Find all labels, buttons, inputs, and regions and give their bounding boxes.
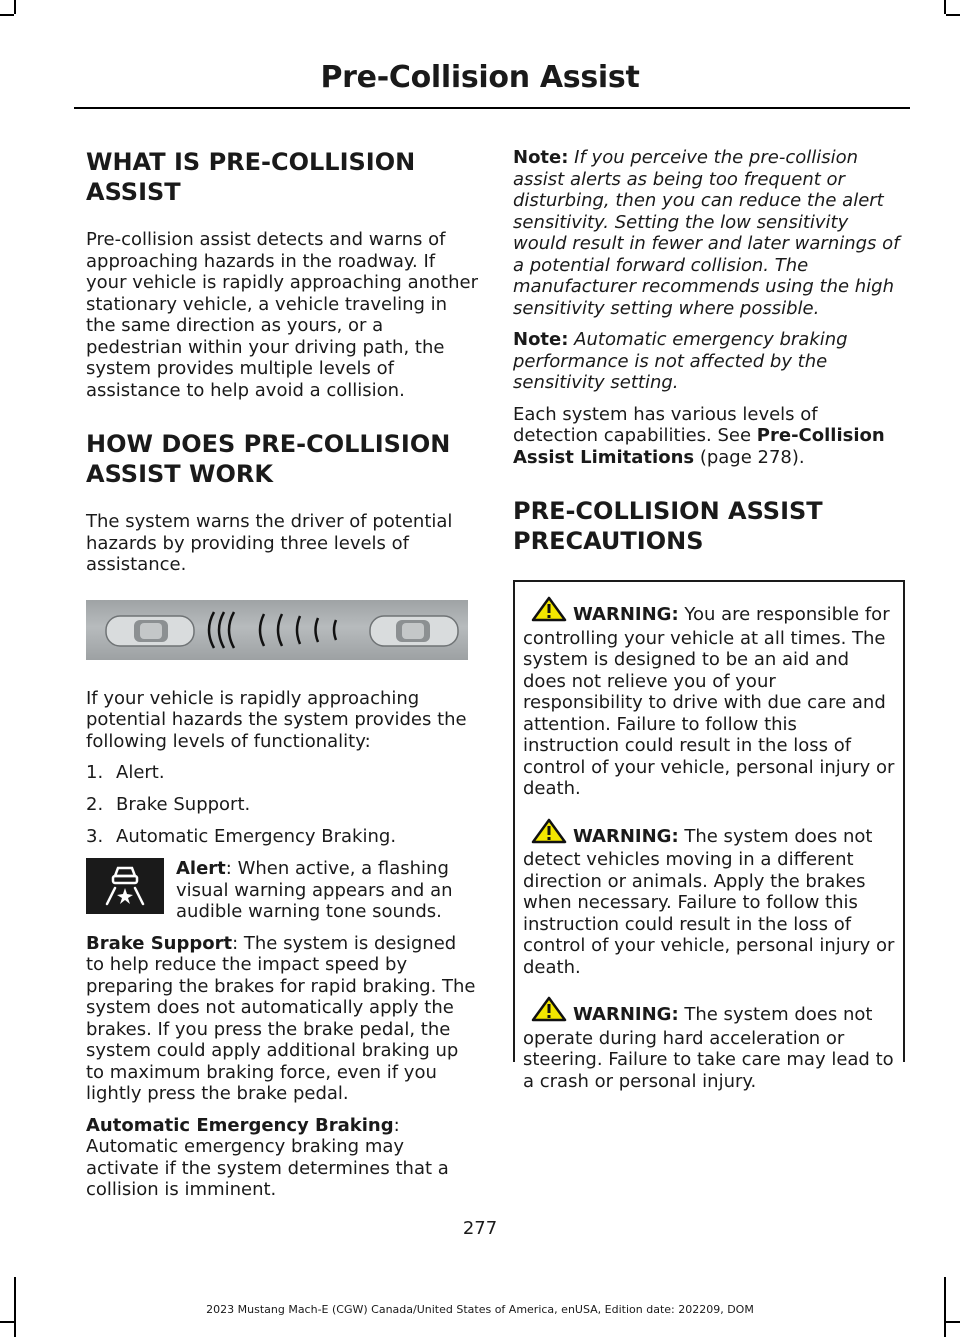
page-header-title: Pre-Collision Assist: [320, 60, 640, 95]
brake-support-text: Brake Support: The system is designed to help reduce the impact speed by preparing the brakes for rapid braking. The system does not automatically apply the brakes. If you press the brake pedal, the system could apply additional braking up to maximum braking force, even if you lightly press the brake pedal.: [86, 932, 476, 1104]
crop-mark: [0, 14, 14, 16]
detection-paragraph: Each system has various levels of detection capabilities. See Pre-Collision Assist Limitations (page 278).: [513, 403, 885, 468]
section-heading-how-works: HOW DOES PRE-COLLISION ASSIST WORK: [86, 430, 451, 488]
crop-mark: [946, 1321, 960, 1323]
aeb-text: Automatic Emergency Braking: Automatic emergency braking may activate if the system determines that a collision is imminent.: [86, 1114, 449, 1200]
levels-intro: If your vehicle is rapidly approaching potential hazards the system provides the following levels of functionality:: [86, 687, 467, 752]
alert-text: Alert: When active, a flashing visual warning appears and an audible warning tone sounds.: [176, 858, 453, 922]
list-item: 2. Brake Support.: [86, 794, 251, 815]
warning-box: [513, 580, 905, 1092]
crop-mark: [0, 1321, 14, 1323]
crop-mark: [944, 0, 946, 14]
note-aeb: Note: Automatic emergency braking performance is not affected by the sensitivity setting.: [513, 329, 848, 393]
right-column: [513, 147, 905, 1092]
header-rule: [74, 107, 910, 109]
page-number: 277: [462, 1218, 498, 1239]
warning-item: WARNING: You are responsible for controlling your vehicle at all times. The system is designed to be an aid and does not relieve you of your responsibility to drive with due care and attention. Failure to follow this instruction could result in the loss of control of your vehicle, personal injury or death.: [523, 596, 895, 800]
footer-edition: 2023 Mustang Mach-E (CGW) Canada/United States of America, enUSA, Edition date: 202209, DOM: [206, 1303, 754, 1316]
car-approach-illustration: [86, 600, 468, 660]
warning-item: WARNING: The system does not detect vehicles moving in a different direction or animals. Apply the brakes when necessary. Failure to follow this instruction could result in the loss of control of your vehicle, personal injury or death.: [523, 818, 895, 979]
rear-car-icon: [106, 616, 194, 646]
section-heading-what-is: WHAT IS PRE-COLLISION ASSIST: [86, 148, 416, 206]
warning-triangle-icon: [531, 596, 567, 628]
intro-paragraph: Pre-collision assist detects and warns of approaching hazards in the roadway. If your vehicle is rapidly approaching another stationary vehicle, a vehicle traveling in the same direction as yours, or a pedestrian within your driving path, the system provides multiple levels of assistance to help avoid a collision.: [86, 229, 478, 401]
collision-warning-icon: [86, 858, 164, 914]
front-car-icon: [370, 616, 458, 646]
collision-illustration: [86, 600, 468, 660]
crop-mark: [14, 0, 16, 14]
limitations-link[interactable]: Pre-Collision Assist Limitations: [513, 425, 885, 468]
crop-mark: [946, 14, 960, 16]
levels-list: [86, 762, 478, 848]
left-column: [86, 147, 478, 1211]
alert-description: [86, 858, 478, 923]
list-item: 1. Alert.: [86, 762, 165, 783]
how-paragraph: The system warns the driver of potential hazards by providing three levels of assistance.: [86, 511, 453, 575]
warning-wave-icon: [209, 612, 336, 648]
note-sensitivity: Note: If you perceive the pre-collision assist alerts as being too frequent or disturbing, then you can reduce the alert sensitivity. Setting the low sensitivity would result in fewer and later warnings of a potential forward collision. The manufacturer recommends using the high sensitivity setting where possible.: [513, 147, 900, 319]
list-item: 3. Automatic Emergency Braking.: [86, 826, 397, 847]
warning-triangle-icon: [531, 996, 567, 1028]
warning-triangle-icon: [531, 818, 567, 850]
section-heading-precautions: PRE-COLLISION ASSIST PRECAUTIONS: [513, 497, 823, 555]
warning-item: WARNING: The system does not operate during hard acceleration or steering. Failure to take care may lead to a crash or personal injury.: [523, 996, 895, 1092]
